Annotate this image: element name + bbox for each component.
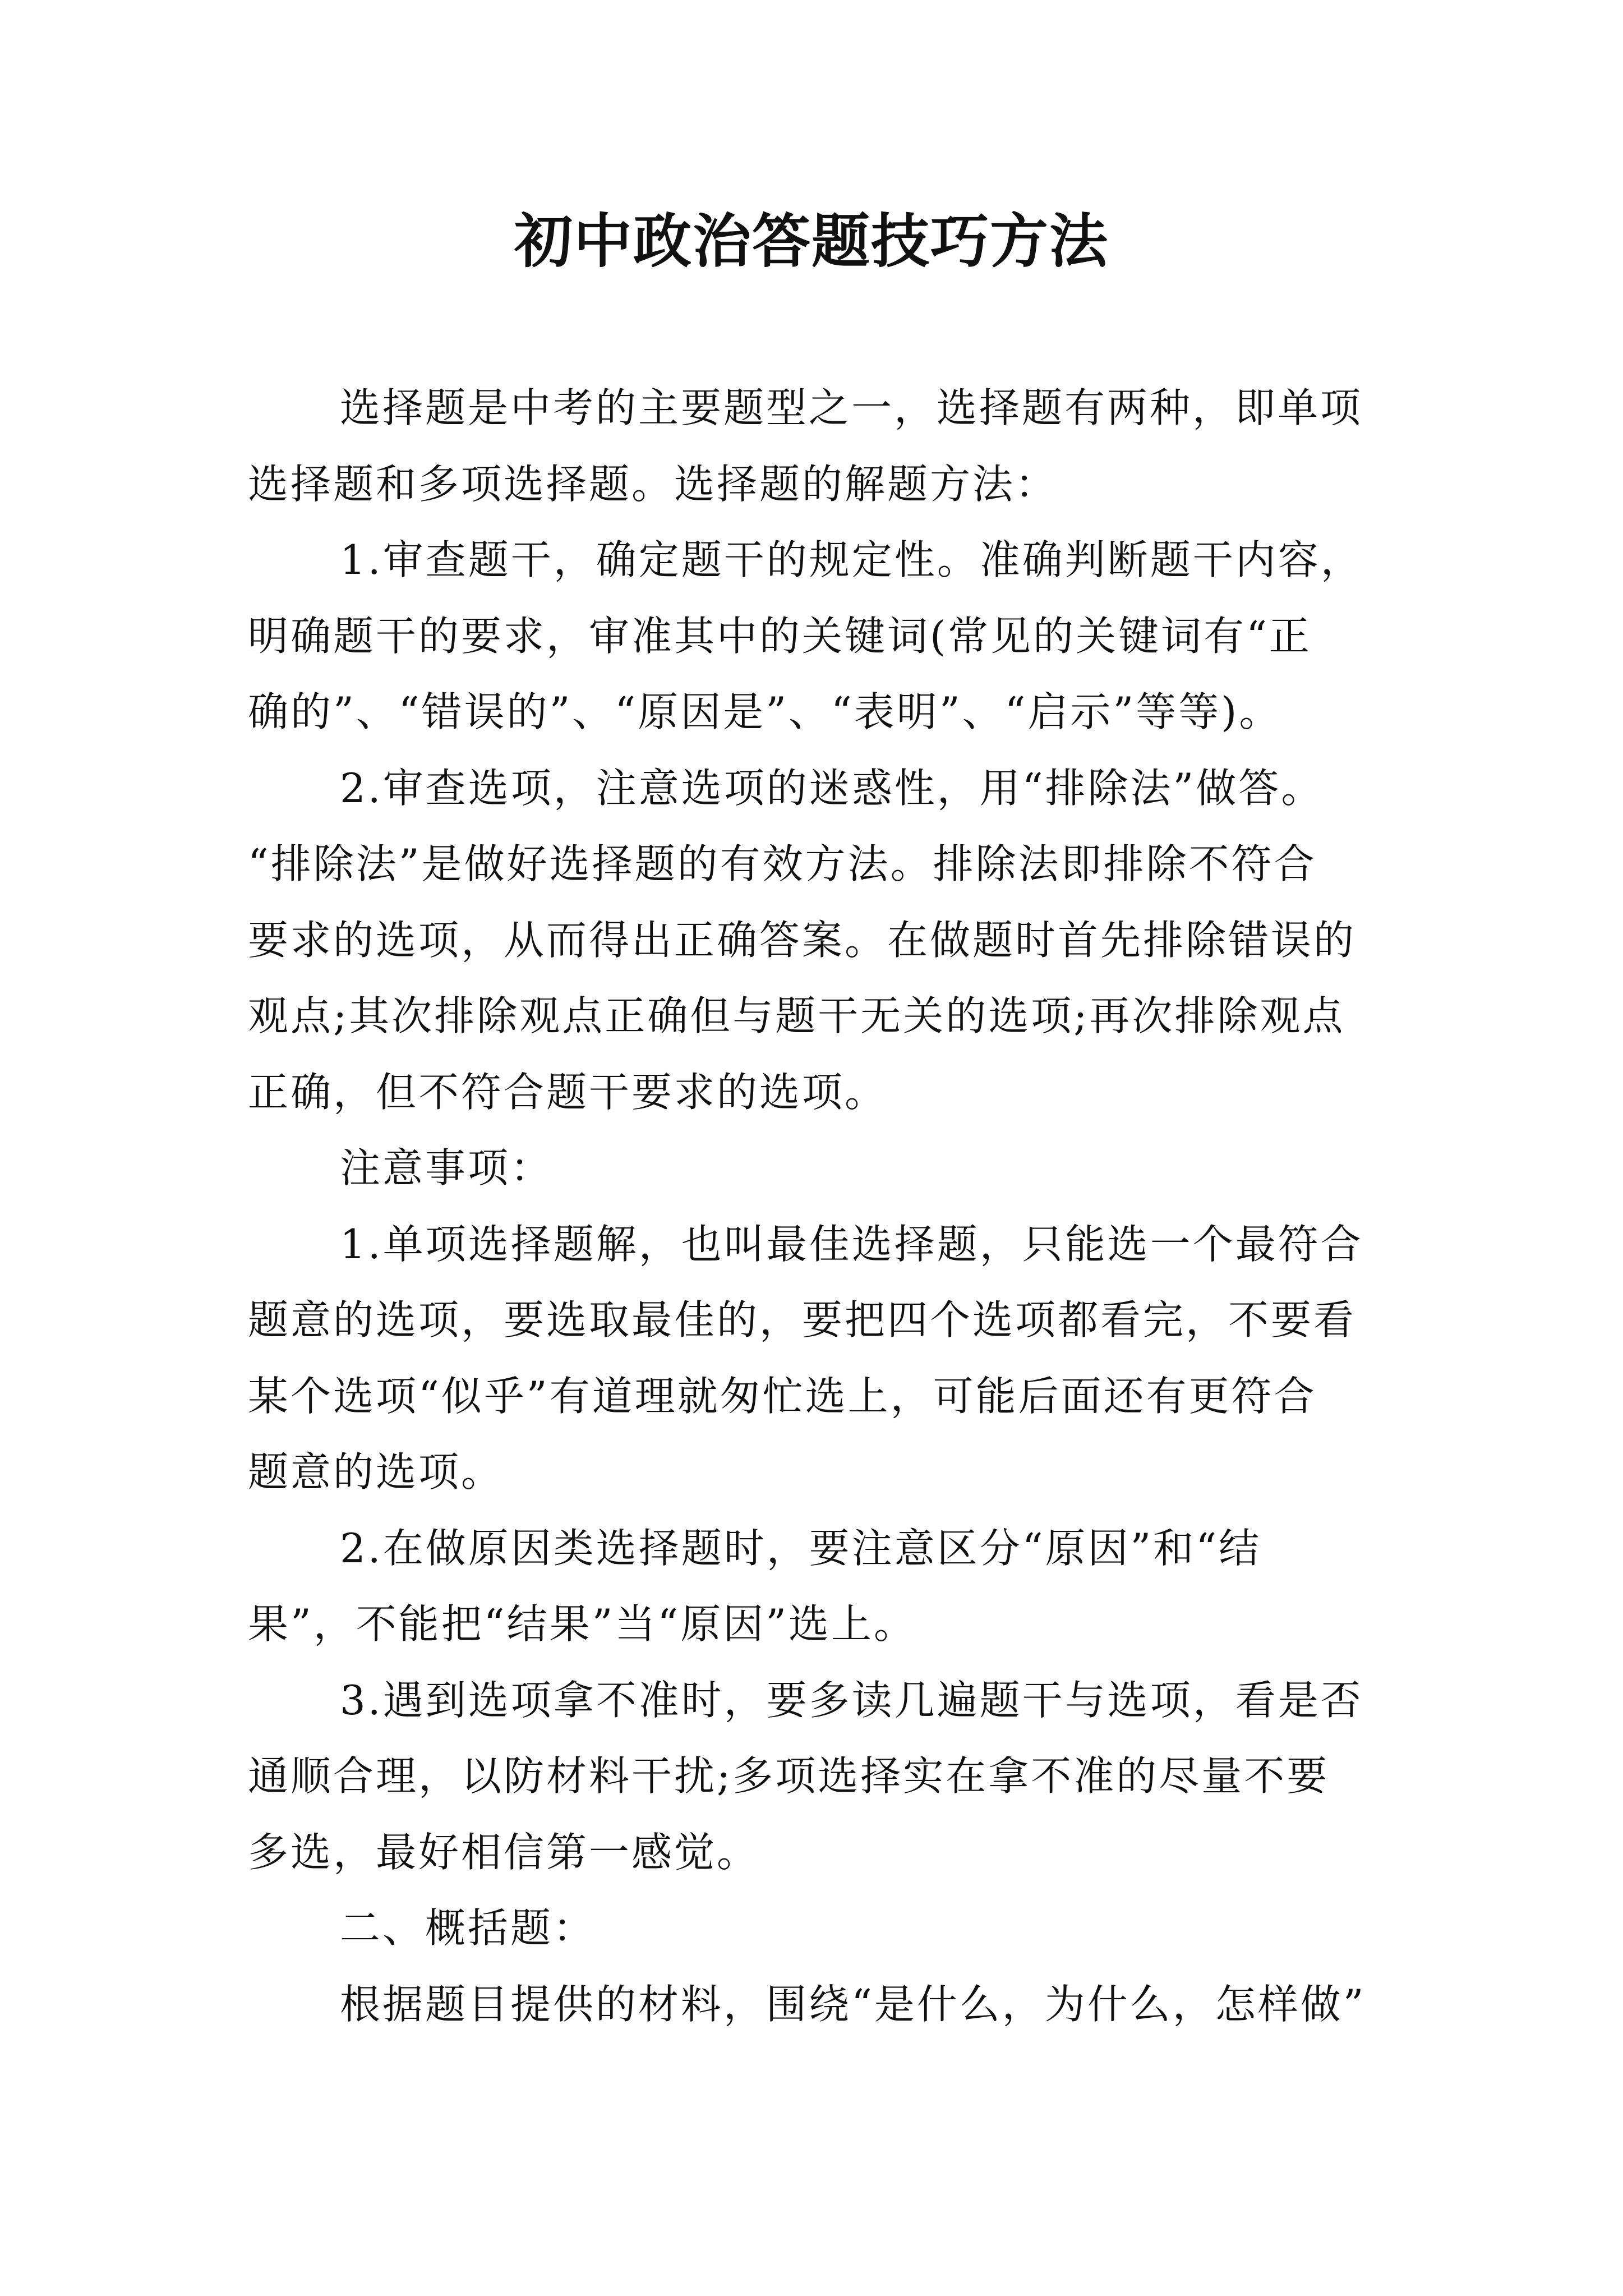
text-line: 选择题是中考的主要题型之一，选择题有两种，即单项: [340, 384, 1363, 431]
text-line: 根据题目提供的材料，围绕“是什么，为什么，怎样做”: [340, 1980, 1366, 2028]
text-line: 选择题和多项选择题。选择题的解题方法：: [248, 460, 1058, 508]
text-line: 某个选项“似乎”有道理就匆忙选上，可能后面还有更符合: [248, 1372, 1317, 1420]
text-line: 要求的选项，从而得出正确答案。在做题时首先排除错误的: [248, 916, 1357, 964]
text-line: 明确题干的要求，审准其中的关键词(常见的关键词有“正: [248, 612, 1312, 660]
text-line: 二、概括题：: [340, 1904, 596, 1952]
text-line: 2.审查选项，注意选项的迷惑性，用“排除法”做答。: [340, 764, 1324, 812]
text-line: 多选，最好相信第一感觉。: [248, 1828, 760, 1876]
text-line: 观点;其次排除观点正确但与题干无关的选项;再次排除观点: [248, 992, 1345, 1039]
text-line: 注意事项：: [340, 1144, 554, 1191]
text-line: 1.审查题干，确定题干的规定性。准确判断题干内容，: [340, 536, 1363, 583]
document-body: [248, 370, 1392, 2042]
document-title: 初中政治答题技巧方法: [514, 206, 1109, 275]
text-line: 题意的选项。: [248, 1448, 504, 1496]
text-line: 通顺合理，以防材料干扰;多项选择实在拿不准的尽量不要: [248, 1752, 1330, 1800]
text-line: 果”，不能把“结果”当“原因”选上。: [248, 1600, 917, 1648]
text-line: 1.单项选择题解，也叫最佳选择题，只能选一个最符合: [340, 1220, 1363, 1268]
text-line: 3.遇到选项拿不准时，要多读几遍题干与选项，看是否: [340, 1676, 1363, 1724]
text-line: 正确，但不符合题干要求的选项。: [248, 1068, 888, 1116]
text-line: “排除法”是做好选择题的有效方法。排除法即排除不符合: [248, 840, 1317, 887]
text-line: 题意的选项，要选取最佳的，要把四个选项都看完，不要看: [248, 1296, 1357, 1343]
text-line: 2.在做原因类选择题时，要注意区分“原因”和“结: [340, 1524, 1262, 1572]
text-line: 确的”、“错误的”、“原因是”、“表明”、“启示”等等)。: [248, 688, 1282, 735]
